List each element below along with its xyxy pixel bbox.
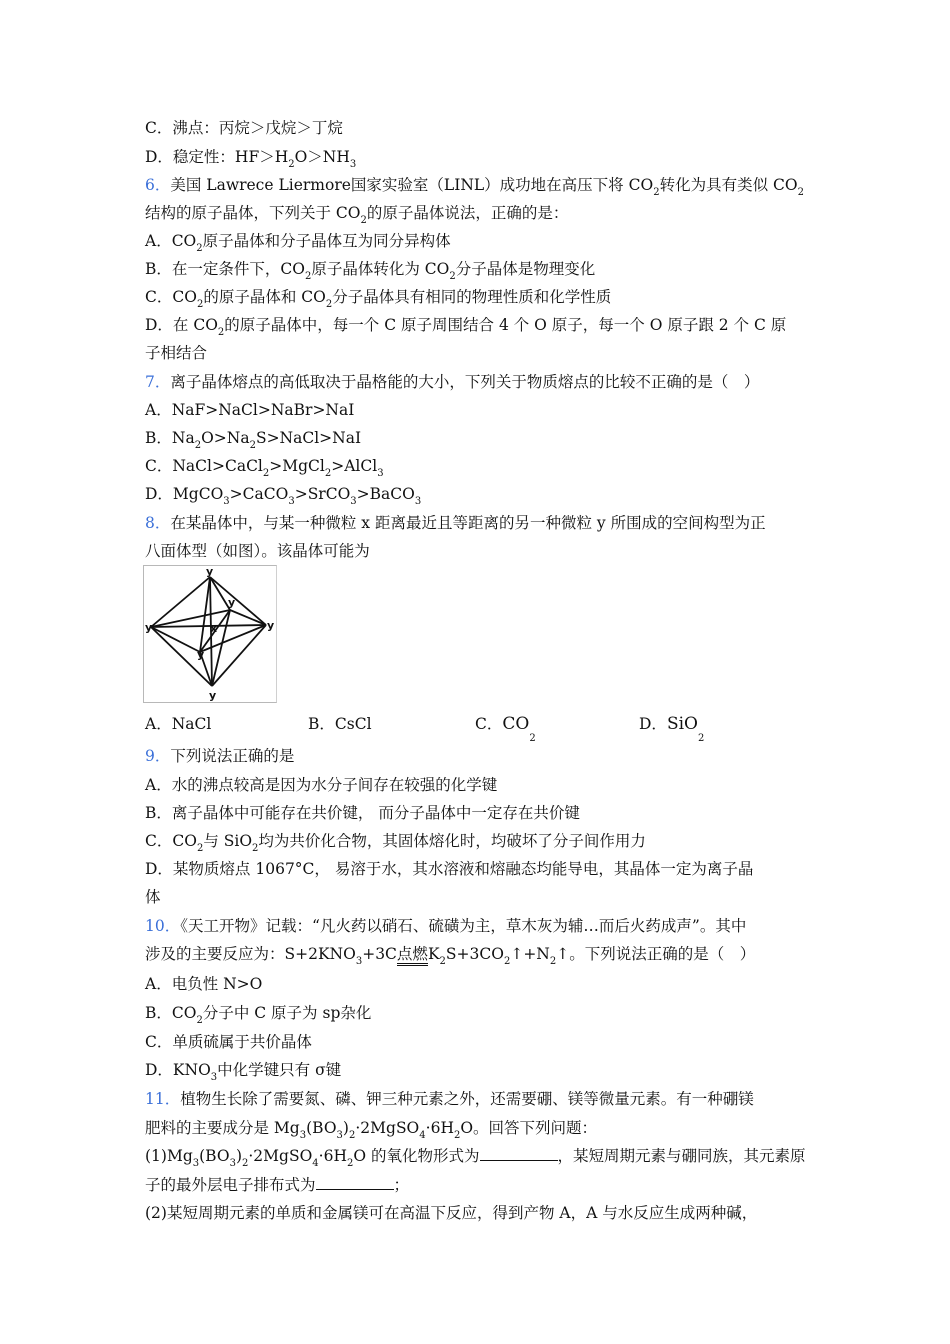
q10-stem-line1: 10．《天工开物》记载：“凡火药以硝石、硫磺为主，草木灰为辅…而后火药成声”。其中 bbox=[145, 917, 747, 935]
question-number: 10． bbox=[145, 917, 181, 935]
q11-part1-line2: 子的最外层电子排布式为 ； bbox=[145, 1176, 410, 1194]
vertex-label-top: y bbox=[206, 566, 214, 578]
q6-option-b: B．在一定条件下，$CO_2$原子晶体转化为 $CO_2$分子晶体是物理变化 bbox=[145, 260, 596, 282]
q9-option-a: A．水的沸点较高是因为水分子间存在较强的化学键 bbox=[145, 776, 498, 794]
question-number: 6． bbox=[145, 176, 171, 194]
octahedron-diagram bbox=[144, 566, 276, 702]
q11-stem-line2: 肥料的主要成分是 $Mg_3(BO_3)_2\cdot 2MgSO_4\cdot 6H_2O$。回答下列问题： bbox=[145, 1119, 598, 1141]
vertex-label-front: y bbox=[197, 648, 205, 661]
q10-stem-line2: 涉及的主要反应为：$S+2KNO_3+3C$点燃$K_2S+3CO_2↑+N_2↑$。下列说法正确的是（ ） bbox=[145, 945, 756, 967]
q9-option-b: B．离子晶体中可能存在共价键， 而分子晶体中一定存在共价键 bbox=[145, 804, 580, 822]
q10-option-c: C．单质硫属于共价晶体 bbox=[145, 1033, 312, 1051]
q6-option-d: D．在 $CO_2$的原子晶体中，每一个 C 原子周围结合 4 个 O 原子，每一个 O 原子跟 2 个 C 原 bbox=[145, 316, 787, 338]
question-number: 7． bbox=[145, 373, 171, 391]
vertex-label-left: y bbox=[145, 621, 153, 634]
q5-option-c: C．沸点：丙烷＞戊烷＞丁烷 bbox=[145, 119, 343, 137]
q5-option-d: D．稳定性：$HF>H_2O>NH_3$ bbox=[145, 148, 357, 170]
q11-part2-line1: (2)某短周期元素的单质和金属镁可在高温下反应，得到产物 A，A 与水反应生成两种碱， bbox=[145, 1204, 758, 1222]
vertex-label-right: y bbox=[267, 619, 275, 632]
q8-option-b: B．CsCl bbox=[308, 715, 372, 733]
q7-option-b: B．$Na_2O>Na_2S>NaCl>NaI$ bbox=[145, 429, 362, 451]
q10-option-a: A．电负性 N>O bbox=[145, 975, 263, 993]
q6-option-d-cont: 子相结合 bbox=[145, 344, 208, 362]
question-number: 9． bbox=[145, 747, 171, 765]
q7-stem: 7．离子晶体熔点的高低取决于晶格能的大小，下列关于物质熔点的比较不正确的是（ ） bbox=[145, 373, 760, 391]
q10-option-d: D．$KNO_3$中化学键只有 σ键 bbox=[145, 1061, 342, 1083]
answer-blank[interactable] bbox=[480, 1146, 558, 1161]
q6-stem-line2: 结构的原子晶体，下列关于 $CO_2$的原子晶体说法，正确的是： bbox=[145, 204, 569, 226]
q9-option-d-cont: 体 bbox=[145, 888, 161, 906]
q7-option-a: A．NaF>NaCl>NaBr>NaI bbox=[145, 401, 355, 419]
q10-option-b: B．$CO_2$分子中 C 原子为 sp杂化 bbox=[145, 1004, 372, 1026]
q9-option-c: C．$CO_2$与 SiO$_2$均为共价化合物，其固体熔化时，均破坏了分子间作用力 bbox=[145, 832, 646, 854]
q8-option-d: D．SiO$_2$ bbox=[639, 714, 705, 744]
q8-stem-line1: 8．在某晶体中，与某一种微粒 x 距离最近且等距离的另一种微粒 y 所围成的空间构型为正 bbox=[145, 514, 766, 532]
reaction-condition: 点燃 bbox=[397, 944, 428, 964]
question-number: 11． bbox=[145, 1090, 181, 1108]
q6-option-a: A．$CO_2$原子晶体和分子晶体互为同分异构体 bbox=[145, 232, 451, 254]
q6-option-c: C．$CO_2$的原子晶体和 $CO_2$分子晶体具有相同的物理性质和化学性质 bbox=[145, 288, 612, 310]
q11-stem-line1: 11．植物生长除了需要氮、磷、钾三种元素之外，还需要硼、镁等微量元素。有一种硼镁 bbox=[145, 1090, 754, 1108]
q11-part1-line1: $(1)Mg_3(BO_3)_2\cdot 2MgSO_4\cdot 6H_2O$ 的氧化物形式为 ，某短周期元素与硼同族，其元素原 bbox=[145, 1147, 806, 1169]
q8-stem-line2: 八面体型（如图）。该晶体可能为 bbox=[145, 542, 370, 560]
vertex-label-back: y bbox=[228, 596, 236, 609]
q8-option-c: C．$CO_2$ bbox=[475, 714, 536, 744]
q8-option-a: A．NaCl bbox=[145, 715, 212, 733]
q9-stem: 9．下列说法正确的是 bbox=[145, 747, 295, 765]
q7-option-d: D．MgCO$_3$>CaCO$_3$>SrCO$_3$>BaCO$_3$ bbox=[145, 485, 422, 507]
answer-blank[interactable] bbox=[316, 1175, 394, 1190]
q8-options bbox=[145, 712, 785, 744]
center-label: x bbox=[210, 622, 218, 635]
q7-option-c: C．NaCl>CaCl$_2$>MgCl$_2$>AlCl$_3$ bbox=[145, 457, 384, 479]
q6-stem-line1: 6．美国 Lawrece Liermore国家实验室（LINL）成功地在高压下将 $CO_2$转化为具有类似 $CO_2$ bbox=[145, 176, 804, 198]
question-number: 8． bbox=[145, 514, 171, 532]
vertex-label-bottom: y bbox=[209, 689, 217, 702]
octahedron-figure bbox=[143, 565, 277, 703]
q9-option-d: D．某物质熔点 1067°C， 易溶于水，其水溶液和熔融态均能导电，其晶体一定为离子晶 bbox=[145, 860, 754, 878]
